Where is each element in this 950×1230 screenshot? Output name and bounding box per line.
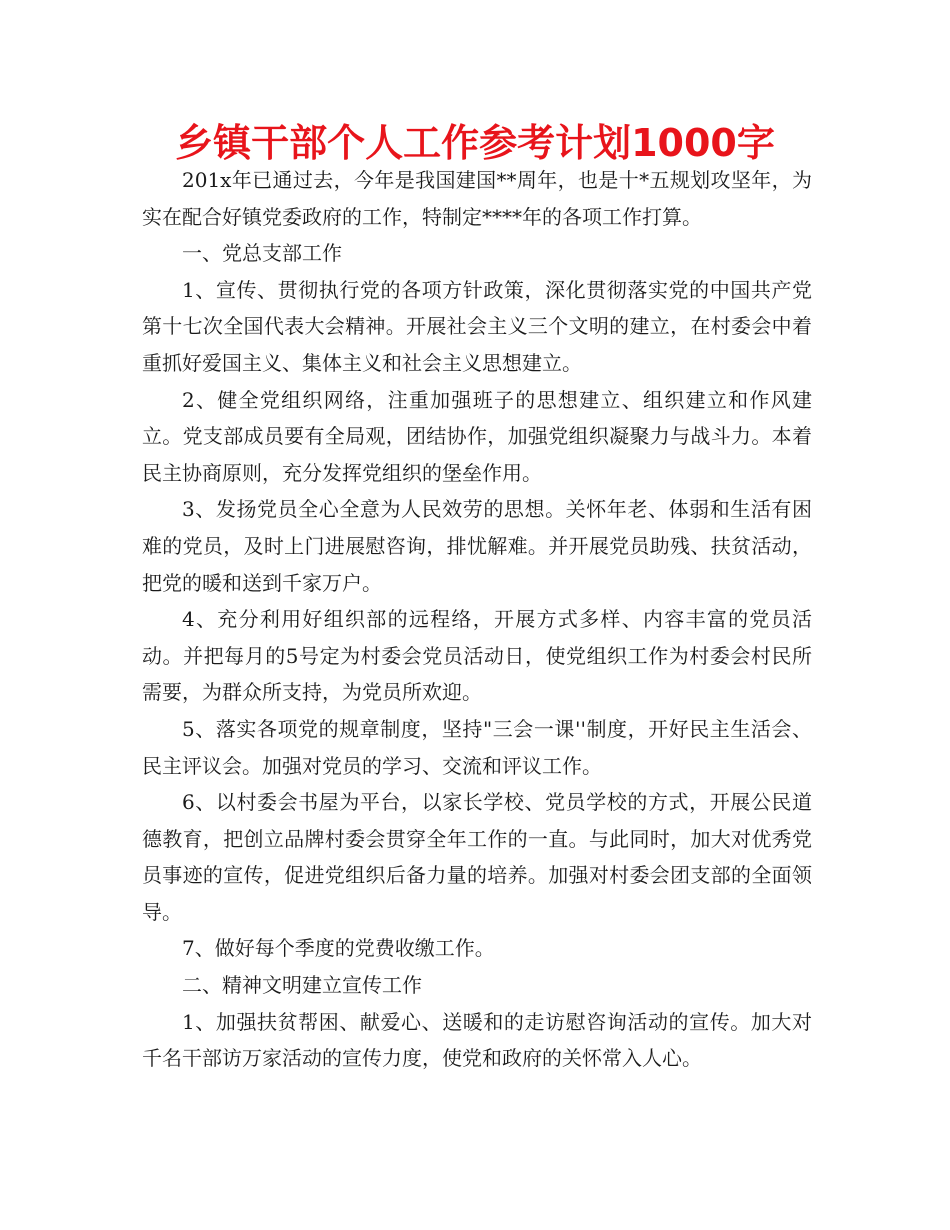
list-item: 7、做好每个季度的党费收缴工作。 <box>182 936 495 961</box>
list-item: 1、加强扶贫帮困、献爱心、送暖和的走访慰咨询活动的宣传。加大对千名干部访万家活动的宣传力度，使党和政府的关怀常入人心。 <box>142 1009 812 1071</box>
list-item: 5、落实各项党的规章制度，坚持"三会一课''制度，开好民主生活会、民主评议会。加强对党员的学习、交流和评议工作。 <box>142 716 812 778</box>
document-title: 乡镇干部个人工作参考计划1000字 <box>175 121 775 165</box>
list-item: 4、充分利用好组织部的远程络，开展方式多样、内容丰富的党员活动。并把每月的5号定为村委会党员活动日，使党组织工作为村委会村民所需要，为群众所支持，为党员所欢迎。 <box>142 607 812 705</box>
section-heading-party-branch: 一、党总支部工作 <box>182 241 342 266</box>
list-item: 2、健全党组织网络，注重加强班子的思想建立、组织建立和作风建立。党支部成员要有全局观，团结协作，加强党组织凝聚力与战斗力。本着民主协商原则，充分发挥党组织的堡垒作用。 <box>142 387 812 485</box>
list-item: 3、发扬党员全心全意为人民效劳的思想。关怀年老、体弱和生活有困难的党员，及时上门进展慰咨询，排忧解难。并开展党员助残、扶贫活动，把党的暖和送到千家万户。 <box>142 497 812 595</box>
section-heading-civilization: 二、精神文明建立宣传工作 <box>182 973 422 998</box>
intro-paragraph: 201x年已通过去，今年是我国建国**周年，也是十*五规划攻坚年，为实在配合好镇党委政府的工作，特制定****年的各项工作打算。 <box>142 168 812 229</box>
list-item: 6、以村委会书屋为平台，以家长学校、党员学校的方式，开展公民道德教育，把创立品牌村委会贯穿全年工作的一直。与此同时，加大对优秀党员事迹的宣传，促进党组织后备力量的培养。加强对村委会团支部的全面领导。 <box>142 790 812 924</box>
document-body <box>142 162 812 1077</box>
list-item: 1、宣传、贯彻执行党的各项方针政策，深化贯彻落实党的中国共产党第十七次全国代表大会精神。开展社会主义三个文明的建立，在村委会中着重抓好爱国主义、集体主义和社会主义思想建立。 <box>142 277 812 375</box>
